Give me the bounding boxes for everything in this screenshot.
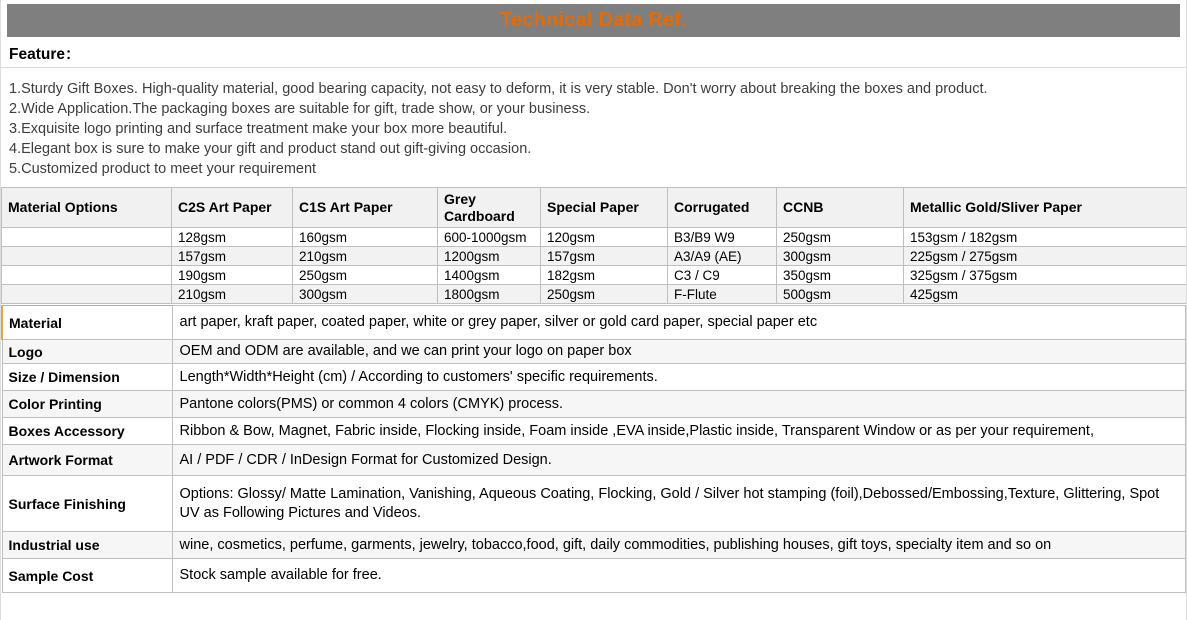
feature-item: 5.Customized product to meet your requirement <box>9 161 317 177</box>
spec-value: Stock sample available for free. <box>172 559 1186 593</box>
materials-cell: 1200gsm <box>438 247 541 266</box>
materials-row <box>2 247 1187 266</box>
materials-header-row <box>2 188 1187 228</box>
materials-row <box>2 285 1187 304</box>
materials-row <box>2 266 1187 285</box>
materials-column-header: C1S Art Paper <box>293 188 438 228</box>
spec-row <box>2 532 1186 559</box>
materials-cell: A3/A9 (AE) <box>668 247 777 266</box>
feature-heading: Feature： <box>1 37 1186 68</box>
spec-value: Length*Width*Height (cm) / According to customers' specific requirements. <box>172 364 1186 391</box>
spec-value: Pantone colors(PMS) or common 4 colors (CMYK) process. <box>172 391 1186 418</box>
materials-column-header: Special Paper <box>541 188 668 228</box>
materials-cell: 325gsm / 375gsm <box>904 266 1187 285</box>
spec-value: AI / PDF / CDR / InDesign Format for Customized Design. <box>172 445 1186 476</box>
materials-column-header: C2S Art Paper <box>172 188 293 228</box>
page-title: Technical Data Ref. <box>500 9 687 31</box>
feature-item: 1.Sturdy Gift Boxes. High-quality material, good bearing capacity, not easy to deform, it is very stable. Don't worry about breaking the boxes and product. <box>9 81 988 97</box>
spec-label: Logo <box>2 340 172 364</box>
materials-cell: F-Flute <box>668 285 777 304</box>
materials-cell: 350gsm <box>777 266 904 285</box>
materials-column-header: Metallic Gold/Sliver Paper <box>904 188 1187 228</box>
materials-cell: 157gsm <box>541 247 668 266</box>
spec-row <box>2 340 1186 364</box>
feature-list <box>1 68 1186 187</box>
materials-cell: 120gsm <box>541 228 668 247</box>
spec-row <box>2 364 1186 391</box>
materials-cell <box>2 266 172 285</box>
feature-item: 2.Wide Application.The packaging boxes are suitable for gift, trade show, or your business. <box>9 101 591 117</box>
materials-cell: 250gsm <box>293 266 438 285</box>
materials-cell: 250gsm <box>541 285 668 304</box>
materials-cell: C3 / C9 <box>668 266 777 285</box>
materials-row <box>2 228 1187 247</box>
spec-row <box>2 476 1186 532</box>
spec-label: Size / Dimension <box>2 364 172 391</box>
materials-cell: 153gsm / 182gsm <box>904 228 1187 247</box>
spec-value: art paper, kraft paper, coated paper, white or grey paper, silver or gold card paper, special paper etc <box>172 306 1186 340</box>
spec-label: Artwork Format <box>2 445 172 476</box>
spec-row <box>2 445 1186 476</box>
spec-row <box>2 559 1186 593</box>
spec-label: Color Printing <box>2 391 172 418</box>
spec-row <box>2 306 1186 340</box>
spec-value: wine, cosmetics, perfume, garments, jewelry, tobacco,food, gift, daily commodities, publishing houses, gift toys, specialty item and so on <box>172 532 1186 559</box>
materials-column-header: Material Options <box>2 188 172 228</box>
materials-cell: 225gsm / 275gsm <box>904 247 1187 266</box>
materials-cell: 500gsm <box>777 285 904 304</box>
materials-column-header: Corrugated <box>668 188 777 228</box>
materials-cell: 1800gsm <box>438 285 541 304</box>
materials-cell: 190gsm <box>172 266 293 285</box>
materials-cell: 157gsm <box>172 247 293 266</box>
materials-cell: 300gsm <box>293 285 438 304</box>
materials-cell: 160gsm <box>293 228 438 247</box>
materials-table <box>1 187 1187 304</box>
spec-row <box>2 391 1186 418</box>
materials-cell: 182gsm <box>541 266 668 285</box>
materials-cell: B3/B9 W9 <box>668 228 777 247</box>
feature-item: 4.Elegant box is sure to make your gift and product stand out gift-giving occasion. <box>9 141 532 157</box>
spec-label: Material <box>2 306 172 340</box>
materials-cell: 210gsm <box>172 285 293 304</box>
spec-value: Ribbon & Bow, Magnet, Fabric inside, Flocking inside, Foam inside ,EVA inside,Plastic inside, Transparent Window or as per your requirement, <box>172 418 1186 445</box>
spec-label: Industrial use <box>2 532 172 559</box>
spec-label: Boxes Accessory <box>2 418 172 445</box>
title-bar <box>7 4 1180 37</box>
materials-cell: 1400gsm <box>438 266 541 285</box>
materials-cell: 250gsm <box>777 228 904 247</box>
spec-table <box>1 305 1186 593</box>
spec-value: Options: Glossy/ Matte Lamination, Vanishing, Aqueous Coating, Flocking, Gold / Silver hot stamping (foil),Debossed/Embossing,Texture, Glittering, Spot UV as Following Pictures and Videos. <box>172 476 1186 532</box>
spec-label: Sample Cost <box>2 559 172 593</box>
materials-cell: 128gsm <box>172 228 293 247</box>
materials-column-header: Grey Cardboard <box>438 188 541 228</box>
materials-column-header: CCNB <box>777 188 904 228</box>
feature-item: 3.Exquisite logo printing and surface treatment make your box more beautiful. <box>9 121 508 137</box>
materials-cell: 210gsm <box>293 247 438 266</box>
materials-cell: 425gsm <box>904 285 1187 304</box>
materials-cell <box>2 228 172 247</box>
materials-cell <box>2 247 172 266</box>
spec-row <box>2 418 1186 445</box>
materials-cell: 300gsm <box>777 247 904 266</box>
spec-label: Surface Finishing <box>2 476 172 532</box>
spec-value: OEM and ODM are available, and we can print your logo on paper box <box>172 340 1186 364</box>
materials-cell: 600-1000gsm <box>438 228 541 247</box>
materials-cell <box>2 285 172 304</box>
